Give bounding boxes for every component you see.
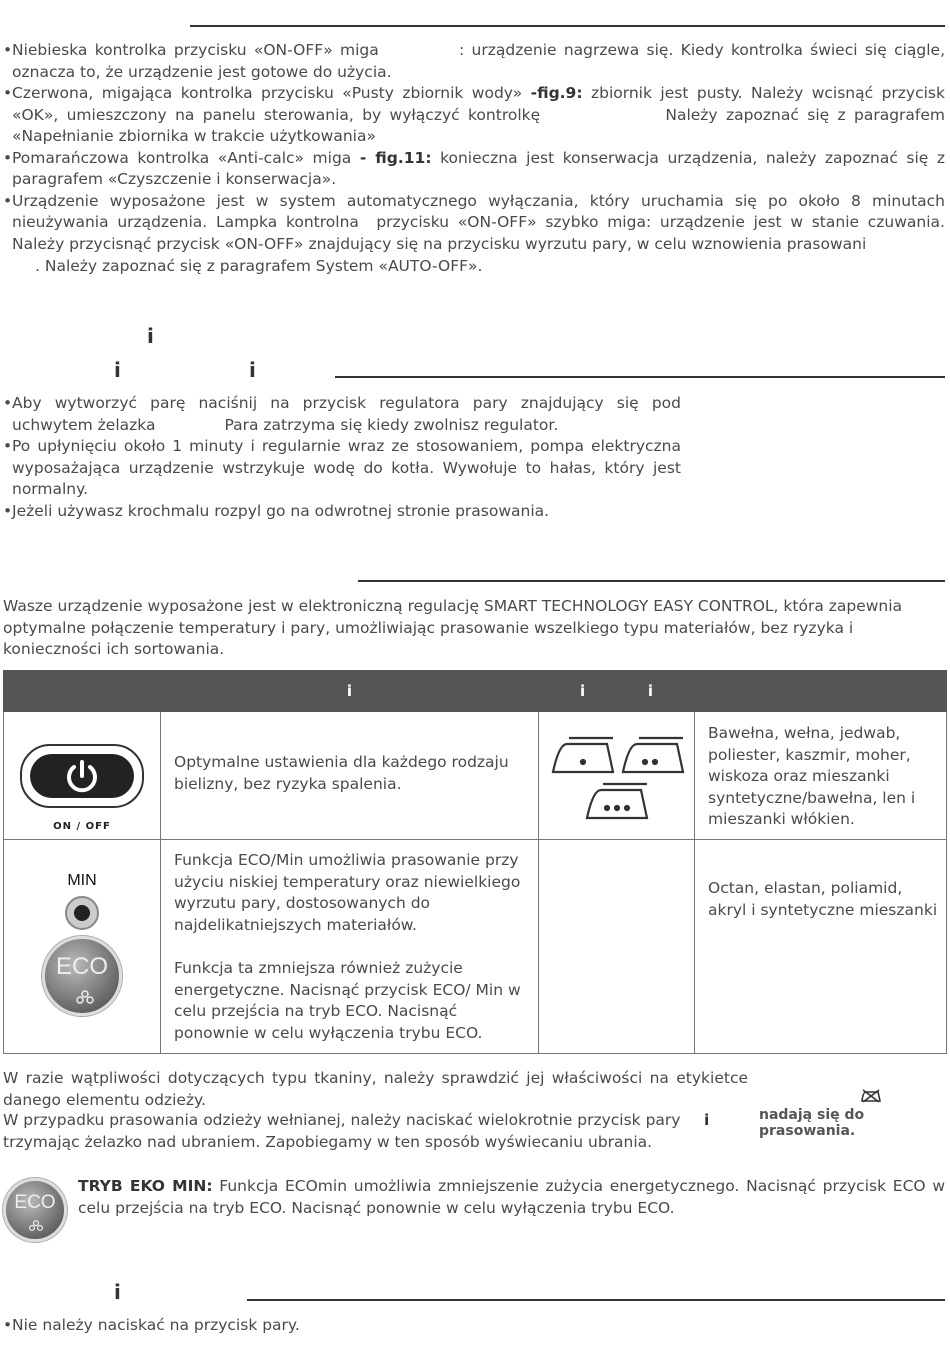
eco-mode-description: TRYB EKO MIN: Funkcja ECOmin umożliwia zmniejszenie zużycia energetycznego. Nacisnąć przycisk ECO w celu przejścia na tryb ECO. Nacisnąć ponownie w celu wyłączenia trybu ECO. — [78, 1177, 945, 1217]
list-item: • Nie należy naciskać na przycisk pary. — [3, 1315, 945, 1337]
iron-temperature-icons — [539, 712, 694, 832]
eco-mode-title: TRYB EKO MIN: — [78, 1177, 213, 1195]
indicator-bullet-list — [3, 40, 945, 255]
section-rule-steam — [335, 376, 945, 378]
fabric-label-note: W razie wątpliwości dotyczących typu tkaniny, należy sprawdzić jej właściwości na etykietce danego elementu odzieży. — [3, 1069, 748, 1109]
heading-fragment: i — [114, 1280, 121, 1304]
list-item: • Czerwona, migająca kontrolka przycisku «Pusty zbiornik wody» -fig.9: zbiornik jest pusty. Należy wcisnąć przycisk «OK», umieszczony na panelu sterowania, by wyłączyć kontrolkę Należy zapoznać się z paragrafem «Napełnianie zbiornika w trakcie użytkowania» — [3, 83, 945, 148]
list-item: • Niebieska kontrolka przycisku «ON-OFF» miga : urządzenie nagrzewa się. Kiedy kontrolka świeci się ciągle, oznacza to, że urządzenie jest gotowe do użycia. — [3, 40, 945, 83]
on-off-button-illustration — [20, 744, 144, 832]
table-header: i i — [539, 671, 695, 712]
no-iron-symbol-icon — [860, 1089, 882, 1103]
on-off-label: ON / OFF — [53, 820, 111, 832]
figure-ref: -fig.9: — [530, 84, 583, 102]
final-bullet-list — [3, 1315, 945, 1337]
power-icon — [30, 754, 134, 798]
fabrics-cell: Bawełna, wełna, jedwab, poliester, kaszmir, moher, wiskoza oraz mieszanki syntetyczne/bawełna, len i mieszanki włókien. — [695, 712, 947, 840]
section-rule-bottom — [247, 1299, 945, 1301]
smart-technology-intro: Wasze urządzenie wyposażone jest w elektroniczną regulację SMART TECHNOLOGY EASY CONTROL, która zapewnia optymalne połączenie temperatury i pary, umożliwiając prasowanie wszelkiego typu materiałów, bez ryzyka i konieczności ich sortowania. — [3, 597, 903, 658]
heading-fragment: i — [249, 358, 256, 382]
list-item: • Po upłynięciu około 1 minuty i regularnie wraz ze stosowaniem, pompa elektryczna wyposażająca urządzenie wstrzykuje wodę do kotła. Wywołuje to hałas, który jest normalny. — [3, 436, 681, 501]
iron-three-dots-icon — [587, 784, 647, 818]
section-rule-top — [190, 25, 945, 27]
description-cell: Optymalne ustawienia dla każdego rodzaju bielizny, bez ryzyka spalenia. — [161, 712, 539, 840]
eco-mode-icon: ECO — [3, 1178, 67, 1242]
button-cell — [4, 712, 161, 840]
fabrics-cell: Octan, elastan, poliamid, akryl i syntetyczne mieszanki — [695, 840, 947, 1054]
table-header-row — [4, 671, 947, 712]
table-header — [4, 671, 161, 712]
min-label: MIN — [67, 872, 97, 889]
steam-bullet-list — [3, 393, 681, 522]
steam-drops-icon — [28, 1219, 44, 1232]
table-row — [4, 840, 947, 1054]
heading-fragment: i — [704, 1111, 710, 1129]
heading-fragment: i — [114, 358, 121, 382]
wool-note: W przypadku prasowania odzieży wełnianej, należy naciskać wielokrotnie przycisk pary trzymając żelazko nad ubraniem. Zapobiegamy w ten sposób wyświecaniu ubrania. — [3, 1111, 681, 1151]
list-item: • Jeżeli używasz krochmalu rozpyl go na odwrotnej stronie prasowania. — [3, 501, 945, 523]
steam-drops-icon — [75, 989, 95, 1005]
table-header: i — [161, 671, 539, 712]
button-cell — [4, 840, 161, 1054]
min-indicator-icon — [65, 896, 99, 930]
iron-one-dot-icon — [553, 738, 613, 772]
temperature-cell — [539, 712, 695, 840]
table-row — [4, 712, 947, 840]
temperature-cell — [539, 840, 695, 1054]
table-header — [695, 671, 947, 712]
mode-table — [3, 670, 947, 1054]
heading-fragment: i — [147, 324, 154, 348]
list-item: • Urządzenie wyposażone jest w system automatycznego wyłączania, który uruchamia się po około 8 minutach nieużywania urządzenia. Lampka kontrolna przycisku «ON-OFF» szybko miga: urządzenie jest w stanie czuwania. Należy przycisnąć przycisk «ON-OFF» znajdujący się na przycisku wyrzutu pary, w celu wznowienia prasowani — [3, 191, 945, 256]
list-item: • Pomarańczowa kontrolka «Anti-calc» miga - fig.11: konieczna jest konserwacja urządzenia, należy zapoznać się z paragrafem «Czyszczenie i konserwacja». — [3, 148, 945, 191]
section-rule-smart — [358, 580, 945, 582]
auto-off-reference: . Należy zapoznać się z paragrafem System «AUTO-OFF». — [35, 257, 483, 275]
figure-ref: - fig.11: — [359, 148, 432, 167]
ironing-suitable-note: nadają się do prasowania. — [759, 1107, 865, 1139]
eco-button-illustration: ECO — [42, 936, 122, 1016]
list-item: • Aby wytworzyć parę naciśnij na przycisk regulatora pary znajdujący się pod uchwytem żelazka Para zatrzyma się kiedy zwolnisz regulator. — [3, 393, 681, 436]
iron-two-dots-icon — [623, 738, 683, 772]
description-cell: Funkcja ECO/Min umożliwia prasowanie przy użyciu niskiej temperatury oraz niewielkiego wyrzutu pary, dostosowanych do najdelikatniejszych materiałów. Funkcja ta zmniejsza również zużycie energetyczne. Nacisnąć przycisk ECO/ Min w celu przejścia na tryb ECO. Nacisnąć ponownie w celu wyłączenia trybu ECO. — [161, 840, 539, 1054]
